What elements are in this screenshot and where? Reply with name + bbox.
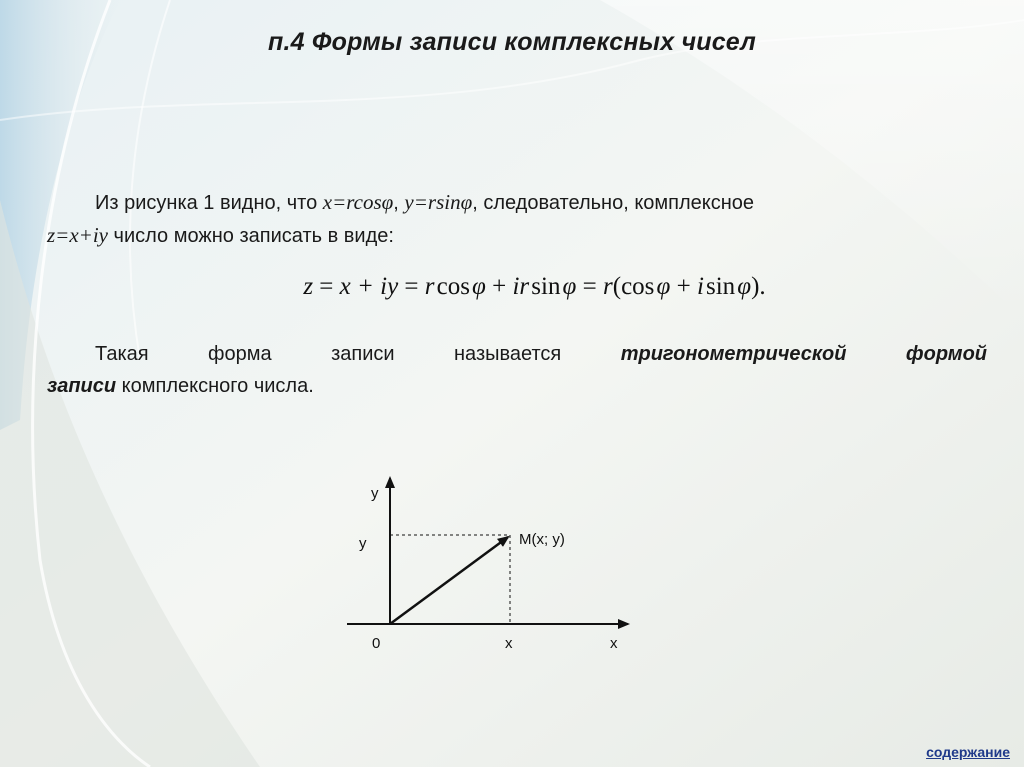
def-word-1: Такая	[95, 343, 149, 365]
formula-z: z	[303, 273, 314, 300]
formula-r-2: r	[603, 273, 613, 300]
formula-i: i	[696, 273, 704, 300]
contents-link[interactable]: содержание	[926, 744, 1010, 760]
slide-title: п.4 Формы записи комплексных чисел	[268, 28, 756, 56]
x-axis-label: x	[610, 635, 618, 652]
formula-ir: ir	[512, 273, 530, 300]
formula-sin: sin	[531, 273, 561, 300]
radius-vector	[390, 537, 508, 624]
def-term-record: записи	[47, 375, 117, 397]
formula-cos-2: cos	[621, 273, 655, 300]
formula-sin-2: sin	[705, 273, 736, 300]
formula-phi-4: φ	[737, 273, 752, 300]
def-word-2: форма	[208, 343, 272, 365]
def-word-3: записи	[331, 343, 395, 365]
x-equation: x=rcosφ	[322, 190, 394, 214]
z-equation: z=x+iy	[47, 223, 108, 247]
x-tick-label: x	[505, 635, 513, 652]
formula-r: r	[424, 273, 435, 300]
formula-x-iy: x + iy	[339, 273, 399, 300]
formula-phi-2: φ	[562, 273, 577, 300]
point-m-label: M(x; y)	[519, 531, 565, 548]
formula-phi: φ	[472, 273, 486, 300]
def-term-form: формой	[905, 343, 988, 365]
y-tick-label: y	[359, 535, 367, 552]
formula-phi-3: φ	[656, 273, 671, 300]
intro-text-2: , следовательно, комплексное	[472, 192, 755, 214]
y-equation: y=rsinφ	[404, 190, 473, 214]
intro-text-3: число можно записать в виде:	[108, 225, 394, 247]
formula-end: ).	[751, 273, 766, 300]
formula-cos: cos	[436, 273, 470, 300]
trig-form-formula: z = x + iy = r cos φ + ir sin φ = r(cos φ + i sin φ).	[303, 273, 766, 300]
def-term-trig: тригонометрической	[620, 343, 847, 365]
intro-text-1: Из рисунка 1 видно, что	[95, 192, 323, 214]
def-rest: комплексного числа.	[116, 375, 314, 397]
separator: ,	[393, 192, 405, 214]
y-axis-label: y	[371, 485, 379, 502]
origin-label: 0	[372, 635, 381, 652]
def-word-4: называется	[454, 343, 562, 365]
